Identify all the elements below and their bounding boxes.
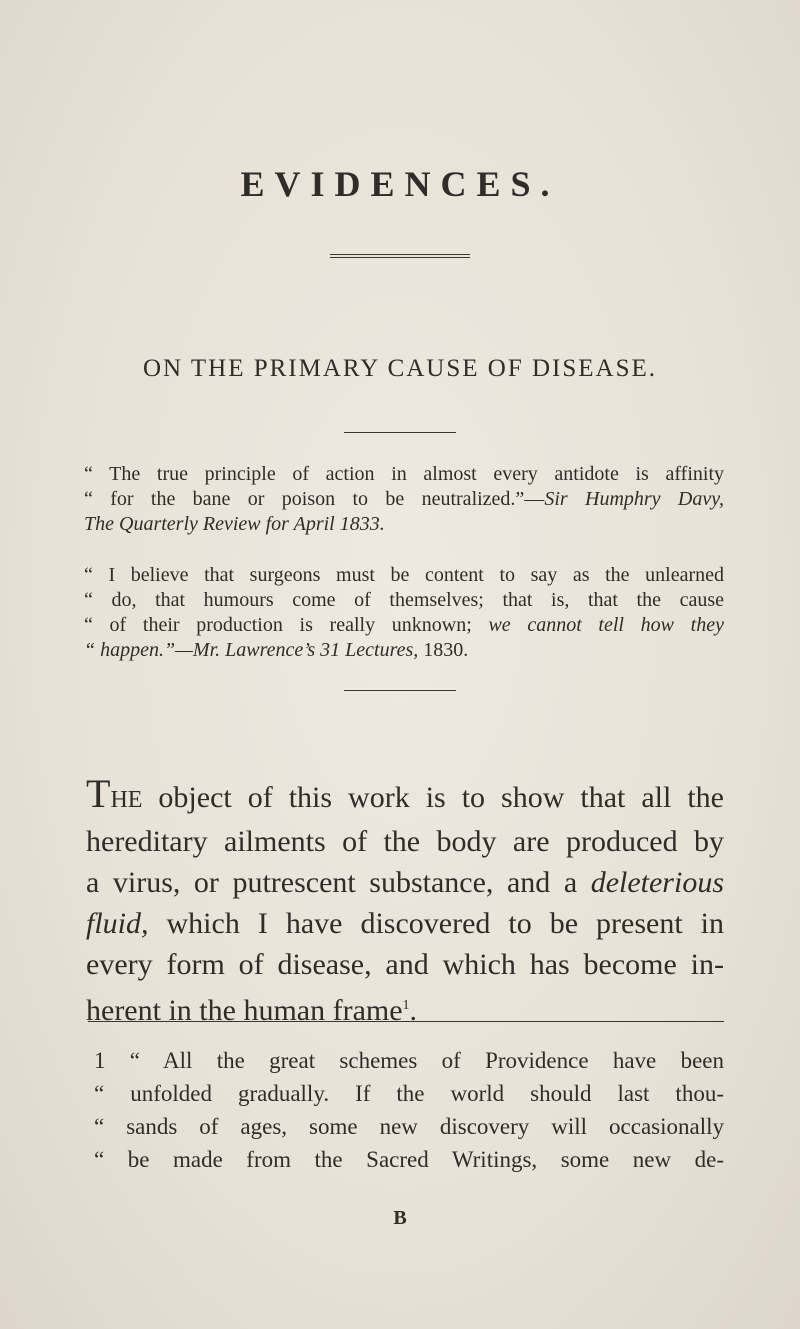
page-title: EVIDENCES. (240, 164, 560, 204)
epigraph-davy (84, 462, 724, 537)
epigraph-line: “ do, that humours come of themselves; that is, that the cause (84, 589, 724, 611)
epigraph-line: “ The true principle of action in almost every antidote is affinity (84, 463, 724, 485)
epigraph-divider (344, 690, 456, 691)
subtitle-divider (344, 432, 456, 433)
footnote-line: “ be made from the Sacred Writings, some new de- (94, 1147, 724, 1172)
paragraph-line: THE object of this work is to show that all the (86, 771, 724, 816)
epigraph-line: “ for the bane or poison to be neutralized.”—Sir Humphry Davy, (84, 488, 724, 510)
paragraph-line: a virus, or putrescent substance, and a deleterious (86, 866, 724, 899)
footnote-line: “ unfolded gradually. If the world should last thou- (94, 1081, 724, 1106)
epigraph-line: “ I believe that surgeons must be content to say as the unlearned (84, 564, 724, 586)
footnote-divider (88, 1021, 724, 1022)
chapter-subtitle: ON THE PRIMARY CAUSE OF DISEASE. (142, 355, 658, 382)
paragraph-line: hereditary ailments of the body are produced by (86, 825, 724, 858)
main-paragraph (86, 773, 724, 1031)
signature-mark: B (393, 1207, 407, 1229)
paragraph-line: fluid, which I have discovered to be present in (86, 907, 724, 940)
footnote-line: “ sands of ages, some new discovery will occasionally (94, 1114, 724, 1139)
drop-cap: T (86, 771, 111, 816)
epigraph-citation: “ happen.”—Mr. Lawrence’s 31 Lectures, 1830. (84, 639, 469, 661)
footnote (94, 1044, 724, 1176)
footnote-line: 1 “ All the great schemes of Providence have been (94, 1048, 724, 1073)
paragraph-line: herent in the human frame$^1$. (86, 994, 418, 1027)
footnote-reference: 1 (402, 998, 410, 1013)
epigraph-line: “ of their production is really unknown; we cannot tell how they (84, 614, 724, 636)
title-divider (330, 254, 470, 258)
epigraph-citation: The Quarterly Review for April 1833. (84, 513, 385, 535)
epigraph-lawrence (84, 563, 724, 663)
paragraph-line: every form of disease, and which has become in- (86, 948, 724, 981)
